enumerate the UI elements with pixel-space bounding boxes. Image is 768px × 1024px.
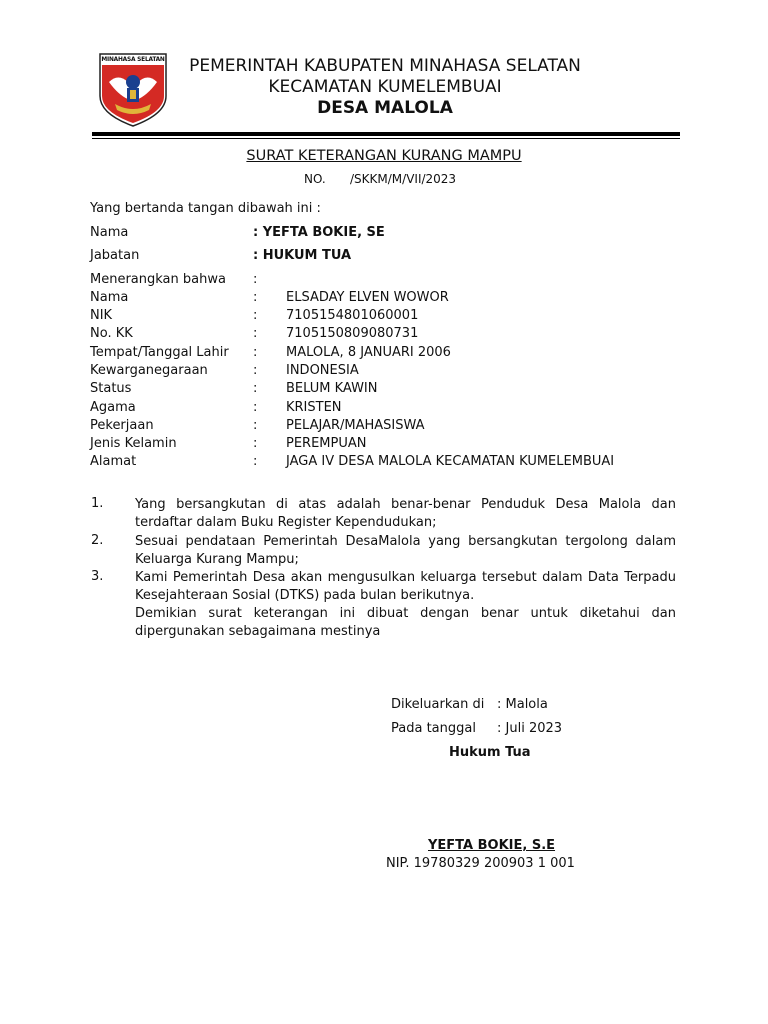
header-district: KECAMATAN KUMELEMBUAI bbox=[268, 77, 502, 97]
header-government: PEMERINTAH KABUPATEN MINAHASA SELATAN bbox=[189, 56, 581, 76]
subject-field-value: PEREMPUAN bbox=[286, 436, 367, 451]
subject-field-label: Pekerjaan bbox=[90, 418, 154, 433]
subject-field-value: KRISTEN bbox=[286, 400, 342, 415]
signer-intro: Yang bertanda tangan dibawah ini : bbox=[90, 201, 321, 216]
subject-field-colon: : bbox=[253, 308, 258, 323]
subject-field-colon: : bbox=[253, 290, 258, 305]
header-divider-thick bbox=[92, 132, 680, 136]
subject-field-value: JAGA IV DESA MALOLA KECAMATAN KUMELEMBUAI bbox=[286, 454, 615, 469]
issued-date-value: : Juli 2023 bbox=[497, 721, 563, 736]
subject-field-colon: : bbox=[253, 400, 258, 415]
signer-role: Hukum Tua bbox=[449, 745, 531, 760]
statement-text: Kami Pemerintah Desa akan mengusulkan keluarga tersebut dalam Data Terpadu Kesejahteraan Sosial (DTKS) pada bulan berikutnya. bbox=[135, 570, 676, 603]
subject-field-value: ELSADAY ELVEN WOWOR bbox=[286, 290, 449, 305]
subject-field-label: Agama bbox=[90, 400, 136, 415]
signer-position-value: : HUKUM TUA bbox=[253, 248, 352, 263]
subject-field-label: Alamat bbox=[90, 454, 137, 469]
subject-field-colon: : bbox=[253, 326, 258, 341]
official-nip: NIP. 19780329 200903 1 001 bbox=[386, 856, 575, 871]
subject-field-label: Kewarganegaraan bbox=[90, 363, 208, 378]
statement-text: Sesuai pendataan Pemerintah DesaMalola yang bersangkutan tergolong dalam Keluarga Kurang Mampu; bbox=[135, 534, 676, 567]
subject-field-colon: : bbox=[253, 363, 258, 378]
subject-field-colon: : bbox=[253, 454, 258, 469]
signer-position-label: Jabatan bbox=[90, 248, 140, 263]
official-name: YEFTA BOKIE, S.E bbox=[428, 838, 556, 853]
subject-field-value: 7105150809080731 bbox=[286, 326, 419, 341]
subject-field-label: No. KK bbox=[90, 326, 133, 341]
subject-field-label: Status bbox=[90, 381, 132, 396]
statement-number: 2. bbox=[91, 533, 104, 548]
issued-place-value: : Malola bbox=[497, 697, 548, 712]
subject-field-colon: : bbox=[253, 436, 258, 451]
subject-field-value: MALOLA, 8 JANUARI 2006 bbox=[286, 345, 451, 360]
logo-label: MINAHASA SELATAN bbox=[101, 55, 165, 63]
issued-place-label: Dikeluarkan di bbox=[391, 697, 485, 712]
document-number-label: NO. bbox=[304, 172, 326, 186]
subject-field-label: Jenis Kelamin bbox=[90, 436, 177, 451]
subject-field-colon: : bbox=[253, 418, 258, 433]
closing-paragraph: Demikian surat keterangan ini dibuat dengan benar untuk diketahui dan dipergunakan sebagaimana mestinya bbox=[135, 606, 676, 639]
subject-intro-colon: : bbox=[253, 272, 258, 287]
subject-intro: Menerangkan bahwa bbox=[90, 272, 226, 287]
signer-name-value: : YEFTA BOKIE, SE bbox=[253, 225, 385, 240]
signer-name-label: Nama bbox=[90, 225, 129, 240]
subject-field-label: Nama bbox=[90, 290, 129, 305]
subject-field-value: BELUM KAWIN bbox=[286, 381, 378, 396]
subject-field-value: 7105154801060001 bbox=[286, 308, 419, 323]
header-divider-thin bbox=[92, 138, 680, 139]
subject-field-label: Tempat/Tanggal Lahir bbox=[90, 345, 229, 360]
document-number-value: /SKKM/M/VII/2023 bbox=[350, 172, 457, 186]
statement-number: 3. bbox=[91, 569, 104, 584]
subject-field-value: PELAJAR/MAHASISWA bbox=[286, 418, 425, 433]
subject-field-value: INDONESIA bbox=[286, 363, 359, 378]
subject-field-colon: : bbox=[253, 345, 258, 360]
statement-number: 1. bbox=[91, 496, 104, 511]
subject-field-colon: : bbox=[253, 381, 258, 396]
document-title: SURAT KETERANGAN KURANG MAMPU bbox=[246, 148, 522, 164]
issued-date-label: Pada tanggal bbox=[391, 721, 476, 736]
subject-field-label: NIK bbox=[90, 308, 113, 323]
header-village: DESA MALOLA bbox=[317, 98, 453, 118]
statement-text: Yang bersangkutan di atas adalah benar-benar Penduduk Desa Malola dan terdaftar dalam Buku Register Kependudukan; bbox=[135, 497, 676, 530]
